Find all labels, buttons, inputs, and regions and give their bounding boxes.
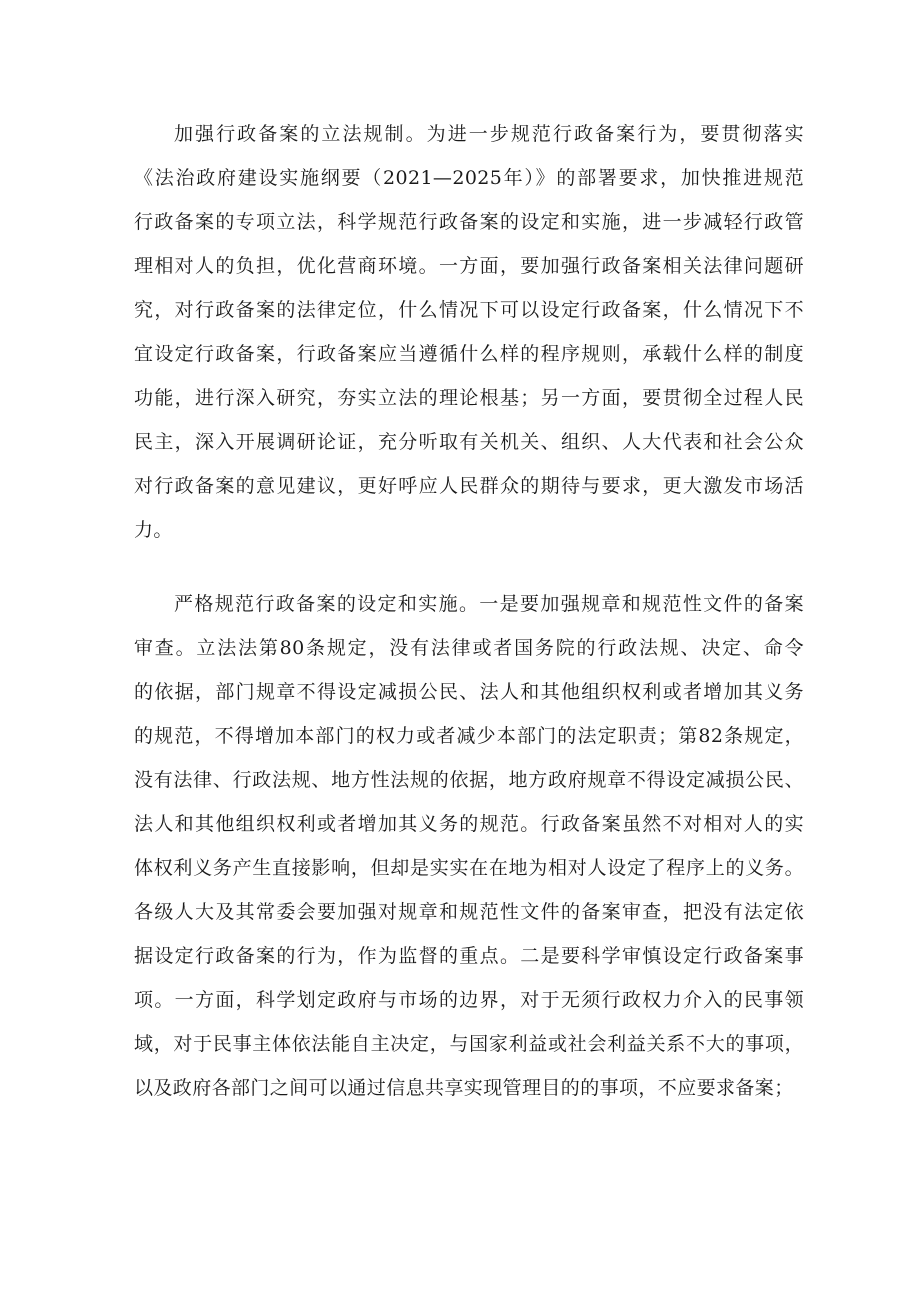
text-line: 以及政府各部门之间可以通过信息共享实现管理目的的事项，不应要求备案； (134, 1077, 794, 1099)
text-line: 行政备案的专项立法，科学规范行政备案的设定和实施，进一步减轻行政管 (134, 211, 804, 233)
text-line: 据设定行政备案的行为，作为监督的重点。二是要科学审慎设定行政备案事 (134, 945, 804, 967)
text-line: 民主，深入开展调研论证，充分听取有关机关、组织、人大代表和社会公众 (134, 431, 804, 453)
text-line: 对行政备案的意见建议，更好呼应人民群众的期待与要求，更大激发市场活 (134, 475, 804, 497)
text-line: 的依据，部门规章不得设定减损公民、法人和其他组织权利或者增加其义务 (134, 681, 804, 703)
text-line: 项。一方面，科学划定政府与市场的边界，对于无须行政权力介入的民事领 (134, 989, 804, 1011)
text-line: 没有法律、行政法规、地方性法规的依据，地方政府规章不得设定减损公民、 (134, 769, 804, 791)
paragraph-legislation (134, 112, 804, 552)
text-line: 加强行政备案的立法规制。为进一步规范行政备案行为，要贯彻落实 (174, 123, 804, 145)
text-line: 宜设定行政备案，行政备案应当遵循什么样的程序规则，承载什么样的制度 (134, 343, 804, 365)
text-line: 的规范，不得增加本部门的权力或者减少本部门的法定职责；第82条规定， (134, 725, 804, 747)
text-line: 理相对人的负担，优化营商环境。一方面，要加强行政备案相关法律问题研 (134, 255, 804, 277)
text-line: 功能，进行深入研究，夯实立法的理论根基；另一方面，要贯彻全过程人民 (134, 387, 804, 409)
text-line: 法人和其他组织权利或者增加其义务的规范。行政备案虽然不对相对人的实 (134, 813, 804, 835)
text-line: 各级人大及其常委会要加强对规章和规范性文件的备案审查，把没有法定依 (134, 901, 804, 923)
text-line: 力。 (134, 519, 173, 541)
text-line: 严格规范行政备案的设定和实施。一是要加强规章和规范性文件的备案 (174, 593, 804, 615)
text-line: 体权利义务产生直接影响，但却是实实在在地为相对人设定了程序上的义务。 (134, 857, 804, 879)
text-line: 究，对行政备案的法律定位，什么情况下可以设定行政备案，什么情况下不 (134, 299, 804, 321)
text-line: 域，对于民事主体依法能自主决定，与国家利益或社会利益关系不大的事项， (134, 1033, 804, 1055)
paragraph-regulation (134, 582, 804, 1110)
text-line: 审查。立法法第80条规定，没有法律或者国务院的行政法规、决定、命令 (134, 637, 804, 659)
text-line: 《法治政府建设实施纲要（2021—2025年）》的部署要求，加快推进规范 (134, 167, 804, 189)
